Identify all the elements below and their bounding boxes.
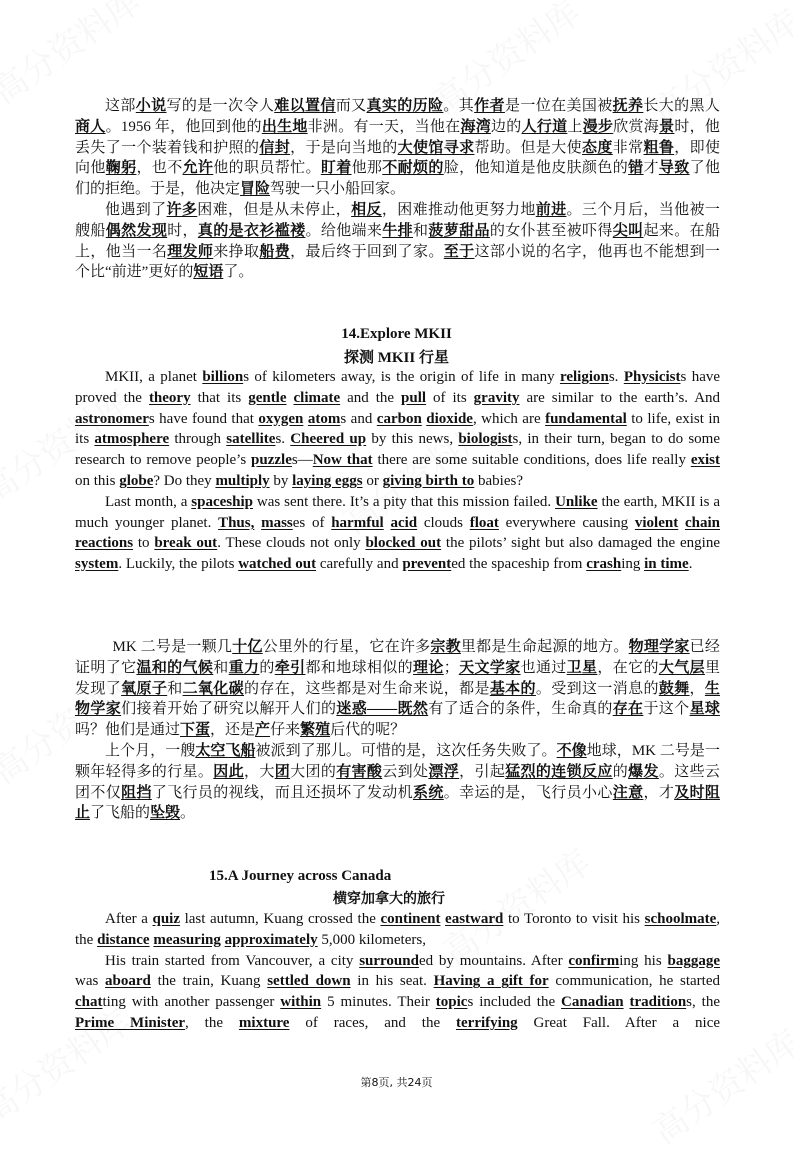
text-run: 边的 — [491, 118, 522, 135]
text-run: 和 — [413, 222, 429, 239]
text-run: of races, and the — [289, 1014, 457, 1031]
vocabulary-term: 牛排 — [382, 222, 414, 239]
vocabulary-term: 商人 — [75, 118, 106, 135]
vocabulary-term: 理论 — [413, 659, 444, 676]
vocabulary-term: dioxide — [426, 410, 473, 427]
paragraph — [75, 367, 720, 492]
vocabulary-term: 牵引 — [274, 659, 306, 676]
vocabulary-term: distance — [97, 931, 150, 948]
text-run: 。1956 年，他回到他的 — [105, 118, 262, 135]
story14-chinese — [75, 637, 720, 824]
text-run: 了飞行员的视线，而且还损坏了发动机 — [151, 784, 413, 801]
vocabulary-term: Prime Minister — [75, 1014, 186, 1031]
text-run: s— — [291, 452, 313, 469]
vocabulary-term: 重力 — [228, 659, 260, 676]
vocabulary-term: measuring — [153, 931, 221, 948]
text-run: and the — [340, 389, 402, 406]
text-run: ing his — [619, 952, 668, 969]
vocabulary-term: 错 — [628, 160, 644, 177]
text-run: 的存在，这些都是对生命来说，都是 — [244, 680, 490, 697]
vocabulary-term: 存在 — [612, 701, 644, 718]
text-run: 。其 — [443, 98, 475, 114]
text-run: s included the — [467, 994, 562, 1011]
vocabulary-term: 粗鲁 — [643, 139, 675, 156]
text-run: 和 — [167, 680, 183, 697]
text-run: 才 — [643, 160, 659, 177]
text-run: 5,000 kilometers, — [317, 931, 426, 948]
text-run: there are some suitable conditions, does life really — [372, 452, 691, 469]
vocabulary-term: 生物学家 — [75, 680, 720, 718]
vocabulary-term: 繁殖 — [300, 722, 331, 739]
section-title-en: 14.Explore MKII — [341, 326, 452, 342]
vocabulary-term: 猛烈的连锁反应 — [505, 763, 613, 780]
vocabulary-term: 人行道 — [521, 118, 568, 135]
vocabulary-term: 短语 — [193, 264, 224, 281]
text-run: 上 — [567, 118, 583, 135]
text-run: ting with another passenger — [102, 994, 281, 1011]
text-run: on this — [75, 472, 120, 489]
vocabulary-term: 漫步 — [582, 118, 614, 135]
text-run: 大团的 — [290, 763, 337, 780]
text-run: 这部 — [105, 98, 136, 114]
text-run: s and — [340, 410, 377, 427]
vocabulary-term: chat — [75, 994, 103, 1011]
text-run: 被派到了那儿。可惜的是，这次任务失败了。 — [255, 742, 557, 759]
text-run: 们接着开始了研究以解开人们的 — [121, 701, 337, 718]
text-run: 地球，MK 二号是一颗年轻得多的行星。 — [75, 742, 720, 780]
text-run: es of — [292, 514, 332, 531]
text-run: After a — [105, 911, 153, 927]
vocabulary-term: surround — [359, 952, 419, 969]
text-run: 他遇到了 — [105, 201, 167, 218]
vocabulary-term: oxygen — [258, 410, 304, 427]
vocabulary-term: 小说 — [135, 98, 167, 114]
text-run: ? Do they — [153, 472, 216, 489]
text-run: 帮助。但是大使 — [474, 139, 583, 156]
vocabulary-term: 团 — [274, 763, 291, 780]
text-run: 了飞船的 — [90, 805, 151, 822]
text-run: ed by mountains. After — [418, 952, 569, 969]
vocabulary-term: globe — [119, 472, 154, 489]
text-run: of its — [426, 389, 474, 406]
vocabulary-term: 盯着 — [320, 160, 352, 177]
vocabulary-term: giving birth to — [382, 472, 475, 489]
vocabulary-term: 导致 — [658, 160, 690, 177]
text-run: ，引起 — [459, 763, 506, 780]
text-run: ， — [689, 680, 705, 697]
vocabulary-term: 不像 — [556, 742, 587, 759]
text-run: 也通过 — [520, 659, 567, 676]
vocabulary-term: 真的是衣衫褴褛 — [197, 222, 306, 239]
vocabulary-term: 作者 — [474, 98, 505, 114]
vocabulary-term: atom — [307, 410, 341, 427]
vocabulary-term: 宗教 — [430, 639, 461, 655]
vocabulary-term: 鞠躬 — [105, 160, 137, 177]
text-run: 。给他端来 — [305, 222, 383, 239]
vocabulary-term: 尖叫 — [612, 222, 644, 239]
vocabulary-term: chain reactions — [75, 514, 720, 552]
section-title-zh: 横穿加拿大的旅行 — [333, 891, 445, 907]
text-run: ，在它的 — [597, 659, 659, 676]
page-number: 第8页, 共24页 — [360, 1076, 433, 1089]
text-run: 。 — [180, 805, 196, 822]
vocabulary-term: 天文学家 — [458, 659, 521, 676]
vocabulary-term: 前进 — [535, 201, 567, 218]
vocabulary-term: 信封 — [259, 139, 291, 156]
vocabulary-term: quiz — [152, 911, 181, 927]
paragraph — [75, 951, 720, 1034]
text-run: ； — [443, 659, 459, 676]
vocabulary-term: 许多 — [166, 201, 198, 218]
text-run: 5 minutes. Their — [321, 994, 436, 1011]
text-run: everywhere causing — [498, 514, 635, 531]
text-run: s, in their turn, began to do some research to remove people’s — [75, 431, 721, 469]
text-run: ，最后终于回到了家。 — [290, 243, 444, 260]
text-run: 是一位在美国被 — [504, 98, 613, 114]
vocabulary-term: 漂浮 — [428, 763, 460, 780]
text-run: the pilots’ sight but also damaged the engine — [441, 535, 720, 552]
text-run: clouds — [417, 514, 470, 531]
vocabulary-term: 大气层 — [658, 659, 705, 676]
text-run: ，困难推动他更努力地 — [381, 201, 536, 218]
text-run: Last month, a — [105, 493, 192, 510]
text-run: communication, he started — [548, 973, 720, 990]
text-run: , which are — [472, 410, 546, 427]
text-run: to Toronto to visit his — [503, 911, 645, 927]
vocabulary-term: satellite — [226, 431, 276, 448]
text-run: 非常 — [612, 139, 644, 156]
vocabulary-term: prevent — [402, 556, 452, 573]
vocabulary-term: 物理学家 — [628, 639, 690, 655]
paragraph — [75, 200, 720, 283]
vocabulary-term: blocked out — [365, 535, 442, 552]
text-run: 后代的呢？ — [330, 722, 406, 739]
vocabulary-term: 景 — [659, 118, 675, 135]
text-run: s of kilometers away, is the origin of life in many — [243, 369, 560, 385]
section-title-en: 15.A Journey across Canada — [209, 868, 392, 884]
vocabulary-term: 大使馆寻求 — [397, 139, 475, 156]
text-run: ，也不 — [136, 160, 183, 177]
vocabulary-term: astronomer — [75, 410, 149, 427]
text-run: Great Fall. After a nice — [517, 1014, 721, 1031]
text-run: to life, exist in its — [75, 410, 721, 448]
text-run: 来挣取 — [213, 243, 260, 260]
vocabulary-term: 允许 — [182, 160, 214, 177]
text-run: or — [362, 472, 383, 489]
vocabulary-term: puzzle — [251, 452, 292, 469]
vocabulary-term: 态度 — [582, 139, 613, 156]
vocabulary-term: 及时阻止 — [75, 784, 720, 822]
vocabulary-term: religion — [559, 369, 609, 385]
text-run: that its — [190, 389, 249, 406]
text-run: 困难，但是从未停止， — [197, 201, 352, 218]
text-run: 仔来 — [270, 722, 301, 739]
vocabulary-term: 十亿 — [232, 639, 263, 655]
text-run: the earth, MKII is a much younger planet. — [75, 493, 720, 531]
text-run: through — [169, 431, 227, 448]
text-run: 的 — [612, 763, 629, 780]
vocabulary-term: topic — [435, 994, 468, 1011]
text-run: 。三个月后，当他被一艘船 — [75, 201, 720, 239]
text-run: . These clouds not only — [217, 535, 366, 552]
vocabulary-term: watched out — [238, 556, 317, 573]
vocabulary-term: 抚养 — [612, 98, 644, 114]
vocabulary-term: 海湾 — [460, 118, 491, 135]
text-run: MKII, a planet — [105, 369, 203, 385]
text-run: last autumn, Kuang crossed the — [180, 911, 381, 927]
text-run: ，于是向当地的 — [290, 139, 398, 156]
vocabulary-term: Physicist — [623, 369, 681, 385]
text-run: 他那 — [351, 160, 383, 177]
text-run: s. — [275, 431, 291, 448]
paragraph — [75, 492, 720, 575]
paragraph — [75, 96, 720, 200]
vocabulary-term: laying eggs — [292, 472, 363, 489]
vocabulary-term: 真实的历险 — [366, 98, 444, 114]
text-run: 他的职员帮忙。 — [213, 160, 321, 177]
text-run: 驾驶一只小船回家。 — [270, 181, 406, 198]
vocabulary-term: eastward — [445, 911, 504, 927]
vocabulary-term: 船费 — [259, 243, 291, 260]
text-run: s. — [608, 369, 624, 385]
vocabulary-term: system — [75, 556, 119, 573]
text-run: MK 二号是一颗几 — [112, 639, 233, 655]
vocabulary-term: Thus, — [218, 514, 255, 531]
vocabulary-term: 产 — [255, 722, 271, 739]
text-run: 非洲。有一天，当他在 — [307, 118, 461, 135]
text-run: His train started from Vancouver, a city — [105, 952, 360, 969]
text-run: 和 — [213, 659, 229, 676]
text-run: 于这个 — [643, 701, 690, 718]
text-run: 脸，他知道是他皮肤颜色的 — [443, 160, 629, 177]
text-run: 而又 — [335, 98, 367, 114]
vocabulary-term: 出生地 — [261, 118, 308, 135]
text-run — [678, 515, 685, 531]
text-run: the train, Kuang — [150, 973, 268, 990]
vocabulary-term: 不耐烦的 — [382, 160, 444, 177]
text-run: by this news, — [366, 431, 459, 448]
vocabulary-term: theory — [148, 389, 191, 406]
vocabulary-term: gentle — [248, 389, 287, 406]
vocabulary-term: climate — [293, 389, 341, 406]
text-run: are similar to the earth’s. And — [519, 389, 721, 406]
text-run: was — [75, 973, 106, 990]
vocabulary-term: acid — [390, 514, 418, 531]
text-run: 里发现了 — [75, 659, 720, 697]
text-run: in his seat. — [350, 973, 434, 990]
text-run: 这部小说的名字，他再也不能想到一个比“前进”更好的 — [75, 243, 720, 281]
vocabulary-term: 偶然发现 — [105, 222, 168, 239]
vocabulary-term: carbon — [376, 410, 422, 427]
vocabulary-term: 迷惑——既然 — [336, 701, 429, 718]
text-run: ed the spaceship from — [451, 556, 587, 573]
section-title-zh: 探测 MKII 行星 — [343, 350, 449, 366]
vocabulary-term: baggage — [667, 952, 720, 969]
text-run: by — [269, 472, 293, 489]
text-run: 起来。在船上，他当一名 — [75, 222, 720, 260]
text-run: ，大 — [243, 763, 275, 780]
vocabulary-term: multiply — [215, 472, 270, 489]
text-run: ，还是 — [210, 722, 256, 739]
text-run: 有了适合的条件，生命真的 — [428, 701, 613, 718]
text-run: 里都是生命起源的地方。 — [460, 639, 629, 655]
text-run: ，才 — [643, 784, 675, 801]
text-run: ing — [621, 556, 645, 573]
vocabulary-term: crash — [586, 556, 622, 573]
vocabulary-term: within — [280, 994, 322, 1011]
text-run: , the — [185, 1014, 239, 1031]
vocabulary-term: 温和的气候 — [136, 659, 214, 676]
text-run: 欣赏海 — [613, 118, 660, 135]
vocabulary-term: 菠萝甜品 — [428, 222, 490, 239]
vocabulary-term: mass — [261, 514, 293, 531]
vocabulary-term: 基本的 — [489, 680, 536, 697]
text-run: s, the — [686, 994, 721, 1011]
vocabulary-term: gravity — [473, 389, 520, 406]
text-run: was sent there. It’s a pity that this mission failed. — [252, 493, 556, 510]
vocabulary-term: schoolmate — [644, 911, 717, 927]
text-run: 了他们的拒绝。于是，他决定 — [75, 160, 720, 198]
vocabulary-term: violent — [634, 514, 679, 531]
vocabulary-term: confirm — [568, 952, 620, 969]
vocabulary-term: in time — [644, 556, 689, 573]
story13-chinese-translation — [75, 96, 720, 283]
vocabulary-term: Unlike — [555, 493, 598, 510]
vocabulary-term: billion — [202, 369, 244, 385]
vocabulary-term: 难以置信 — [274, 98, 336, 114]
text-run: 都和地球相似的 — [305, 659, 414, 676]
text-run: 的女仆甚至被吓得 — [489, 222, 613, 239]
text-run: 上个月，一艘 — [105, 742, 196, 759]
text-run — [287, 390, 294, 406]
vocabulary-term: biologist — [458, 431, 513, 448]
text-run: 时，他丢失了一个装着钱和护照的 — [75, 118, 720, 156]
vocabulary-term: 二氧化碳 — [182, 680, 245, 697]
story15-english — [75, 909, 720, 1034]
paragraph — [75, 741, 720, 824]
vocabulary-term: 系统 — [413, 784, 444, 801]
vocabulary-term: Cheered up — [290, 431, 367, 448]
vocabulary-term: 至于 — [443, 243, 475, 260]
vocabulary-term: atmosphere — [94, 431, 170, 448]
story14-english — [75, 367, 720, 575]
vocabulary-term: spaceship — [191, 493, 253, 510]
vocabulary-term: terrifying — [456, 1014, 518, 1031]
vocabulary-term: exist — [690, 452, 721, 469]
vocabulary-term: continent — [380, 911, 441, 927]
vocabulary-term: pull — [401, 389, 427, 406]
vocabulary-term: 下蛋 — [180, 722, 211, 739]
vocabulary-term: 鼓舞 — [658, 680, 690, 697]
vocabulary-term: harmful — [331, 514, 384, 531]
vocabulary-term: 氧原子 — [121, 680, 168, 697]
text-run: 已经证明了它 — [75, 639, 720, 676]
text-run: 了。 — [223, 264, 254, 281]
text-run: ，即使向他 — [75, 139, 720, 177]
text-run: , the — [75, 911, 721, 948]
text-run: 。这些云团不仅 — [75, 763, 720, 801]
vocabulary-term: Having a gift for — [433, 973, 549, 990]
vocabulary-term: mixture — [238, 1014, 290, 1031]
vocabulary-term: 相反 — [351, 201, 382, 218]
vocabulary-term: 太空飞船 — [195, 742, 256, 759]
paragraph — [75, 637, 720, 741]
vocabulary-term: Now that — [312, 452, 373, 469]
text-run: 时， — [167, 222, 198, 239]
paragraph — [75, 909, 720, 951]
vocabulary-term: tradition — [629, 994, 687, 1011]
text-run: 公里外的行星，它在许多 — [262, 639, 431, 655]
vocabulary-term: 有害酸 — [336, 763, 383, 780]
text-run: babies? — [474, 472, 523, 489]
text-run: 。幸运的是，飞行员小心 — [443, 784, 613, 801]
vocabulary-term: approximately — [224, 931, 318, 948]
vocabulary-term: 阻挡 — [121, 784, 152, 801]
vocabulary-term: float — [469, 514, 499, 531]
text-run: to — [133, 535, 155, 552]
vocabulary-term: 卫星 — [566, 659, 598, 676]
vocabulary-term: aboard — [105, 973, 151, 990]
vocabulary-term: 因此 — [213, 763, 244, 780]
text-run: 的 — [259, 659, 275, 676]
vocabulary-term: fundamental — [545, 410, 627, 427]
vocabulary-term: settled down — [267, 973, 351, 990]
text-run: s have proved the — [75, 369, 721, 406]
text-run: 写的是一次令人 — [166, 98, 275, 114]
vocabulary-term: 星球 — [689, 701, 720, 718]
vocabulary-term: 理发师 — [167, 243, 214, 260]
vocabulary-term: 坠毁 — [150, 805, 181, 822]
vocabulary-term: break out — [154, 535, 218, 552]
text-run: 长大的黑人 — [643, 98, 720, 114]
text-run: s have found that — [148, 410, 259, 427]
text-run: 。受到这一消息的 — [535, 680, 659, 697]
text-run: 云到处 — [382, 763, 429, 780]
text-run: . Luckily, the pilots — [118, 556, 239, 573]
vocabulary-term: 冒险 — [240, 181, 271, 198]
text-run: carefully and — [316, 556, 403, 573]
vocabulary-term: 爆发 — [628, 763, 659, 780]
text-run: 吗？他们是通过 — [75, 722, 181, 739]
text-run: . — [688, 556, 693, 573]
vocabulary-term: Canadian — [561, 994, 624, 1011]
vocabulary-term: 注意 — [612, 784, 644, 801]
